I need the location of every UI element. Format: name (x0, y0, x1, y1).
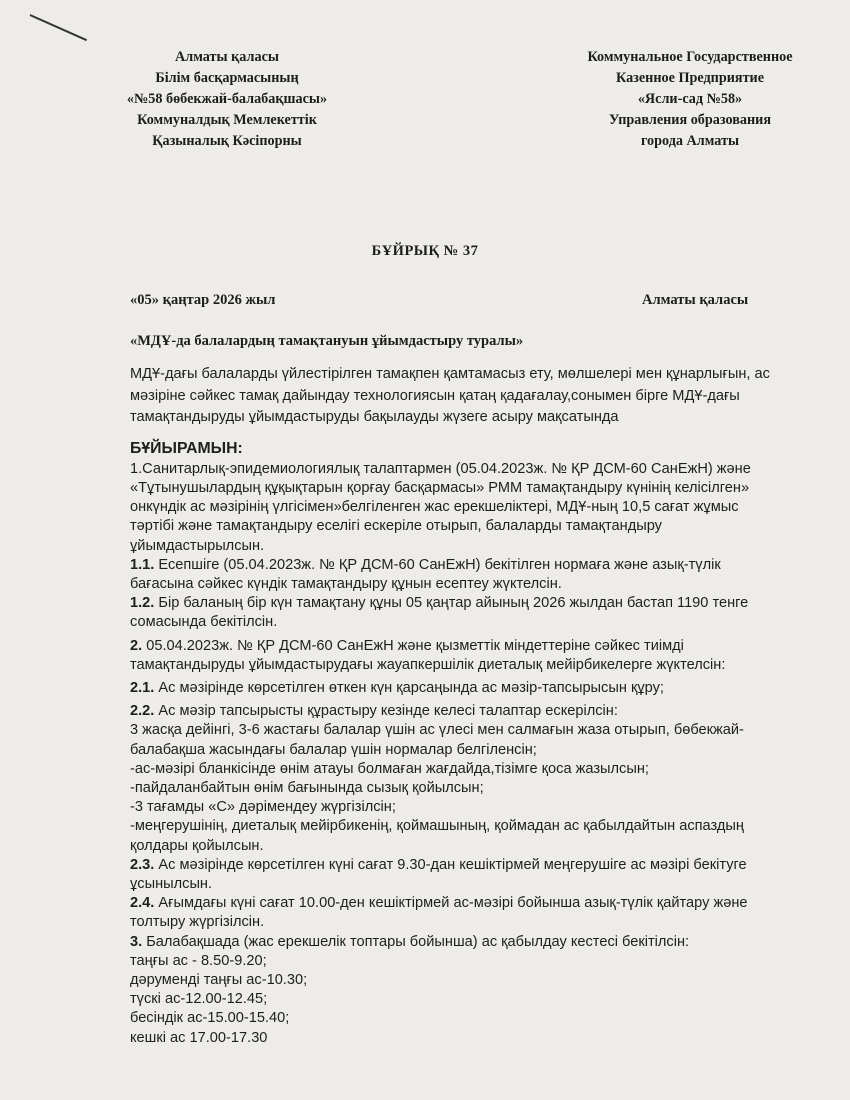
item-number: 3. (130, 933, 143, 950)
item-number: 2.4. (130, 895, 155, 912)
order-word: БҰЙЫРАМЫН: (130, 439, 243, 457)
item-text: Есепшіге (05.04.2023ж. № ҚР ДСМ-60 СанЕжН) бекітілген нормаға және азық-түлік бағасына сәйкес күндік тамақтандыру құнын есептеу жүктелсін. (130, 556, 721, 592)
order-item (130, 721, 780, 759)
order-city: Алматы қаласы (642, 292, 749, 308)
order-item (130, 798, 780, 817)
header-right-line: «Ясли-сад №58» (637, 91, 743, 107)
item-text: 3 жасқа дейінгі, 3-6 жастағы балалар үшін ас үлесі мен салмағын жаза отырып, бөбекжай-балабақша жасындағы балалар үшін нормалар белгіленсін; (130, 722, 744, 758)
order-item (130, 594, 780, 632)
header-right-line: Коммунальное Государственное (587, 49, 793, 65)
item-text: бесіндік ас-15.00-15.40; (130, 1010, 290, 1027)
order-item (130, 460, 780, 556)
order-item (130, 637, 780, 675)
order-item (130, 779, 780, 798)
item-text: Ас мәзір тапсырысты құрастыру кезінде келесі талаптар ескерілсін: (154, 703, 618, 720)
header-left-line: Білім басқармасының (155, 70, 299, 86)
item-text: таңғы ас - 8.50-9.20; (130, 952, 267, 969)
header-left-line: Қазыналық Кәсіпорны (152, 133, 302, 149)
order-item (130, 702, 780, 721)
order-item (130, 933, 780, 952)
item-text: Балабақшада (жас ерекшелік топтары бойынша) ас қабылдау кестесі бекітілсін: (142, 933, 690, 950)
item-text: -меңгерушінің, диеталық мейірбикенің, қоймашының, қоймадан ас қабылдайтын аспаздың қолдары қойылсын. (130, 818, 744, 854)
order-subject: «МДҰ-да балалардың тамақтануын ұйымдастыру туралы» (130, 333, 524, 349)
item-text: кешкі ас 17.00-17.30 (130, 1029, 268, 1046)
order-title: БҰЙРЫҚ № 37 (371, 243, 479, 259)
item-text: 05.04.2023ж. № ҚР ДСМ-60 СанЕжН және қызметтік міндеттеріне сәйкес тиімді тамақтандыруды ұйымдастырудағы жауапкершілік диеталық мейірбикелерге жүктелсін: (130, 637, 726, 673)
order-item (130, 952, 780, 971)
order-item (130, 1029, 780, 1048)
scan-mark (30, 14, 87, 41)
item-number: 2. (130, 637, 143, 654)
intro-paragraph: МДҰ-дағы балаларды үйлестірілген тамақпен қамтамасыз ету, мөлшелері мен құнарлығын, ас мәзіріне сәйкес тамақ дайындау технологиясын қатаң қадағалау,сонымен бірге МДҰ-дағы тамақтандыруды ұйымдастыруды бақылауды жүзеге асыру мақсатында (130, 366, 770, 425)
header-left-line: Коммуналдық Мемлекеттік (137, 112, 317, 128)
header-kazakh (92, 47, 362, 152)
item-number: 1.2. (130, 595, 155, 612)
header-right-line: Управления образования (608, 112, 772, 128)
order-item (130, 679, 780, 698)
order-item (130, 760, 780, 779)
order-item (130, 1009, 780, 1028)
item-number: 1.1. (130, 556, 155, 573)
item-text: -3 тағамды «С» дәрімендеу жүргізілсін; (130, 799, 396, 816)
order-items (130, 460, 780, 1048)
order-item (130, 971, 780, 990)
header-right-line: Казенное Предприятие (615, 70, 765, 86)
item-number: 2.1. (130, 679, 155, 696)
header-russian (555, 47, 825, 152)
order-date: «05» қаңтар 2026 жыл (130, 292, 276, 308)
header-left-line: «№58 бөбекжай-балабақшасы» (126, 91, 328, 107)
order-body (130, 364, 780, 1048)
header-right-line: города Алматы (640, 133, 740, 149)
item-number: 2.3. (130, 856, 155, 873)
order-item (130, 817, 780, 855)
item-text: Ас мәзірінде көрсетілген өткен күн қарсаңында ас мәзір-тапсырысын құру; (154, 679, 664, 696)
item-text: 1.Санитарлық-эпидемиологиялық талаптармен (05.04.2023ж. № ҚР ДСМ-60 СанЕжН) және «Тұтынушылардың құқықтарын қорғау басқармасы» РММ тамақтандыру күнінің келісілген» онкүндік ас мәзірінің үлгісімен»белгіленген жас ерекшеліктері, МДҰ-ның 10,5 сағат жұмыс тәртібі және тамақтандыру еселігі ескеріле отырып, балаларды тамақтандыру ұйымдастырылсын. (130, 460, 751, 554)
item-text: түскі ас-12.00-12.45; (130, 991, 268, 1008)
order-item (130, 556, 780, 594)
header-left-line: Алматы қаласы (175, 49, 279, 65)
item-number: 2.2. (130, 703, 155, 720)
item-text: Ағымдағы күні сағат 10.00-ден кешіктірмей ас-мәзірі бойынша азық-түлік қайтару және толтыру жүргізілсін. (130, 895, 748, 931)
item-text: Ас мәзірінде көрсетілген күні сағат 9.30-дан кешіктірмей меңгерушіге ас мәзірі бекітуге ұсынылсын. (130, 856, 747, 892)
order-item (130, 894, 780, 932)
item-text: дәруменді таңғы ас-10.30; (130, 971, 308, 988)
item-text: Бір баланың бір күн тамақтану құны 05 қаңтар айының 2026 жылдан бастап 1190 тенге сомасында бекітілсін. (130, 595, 749, 631)
item-text: -ас-мәзірі бланкісінде өнім атауы болмаған жағдайда,тізімге қоса жазылсын; (130, 760, 649, 777)
order-item (130, 990, 780, 1009)
order-item (130, 856, 780, 894)
item-text: -пайдаланбайтын өнім бағынында сызық қойылсын; (130, 779, 484, 796)
